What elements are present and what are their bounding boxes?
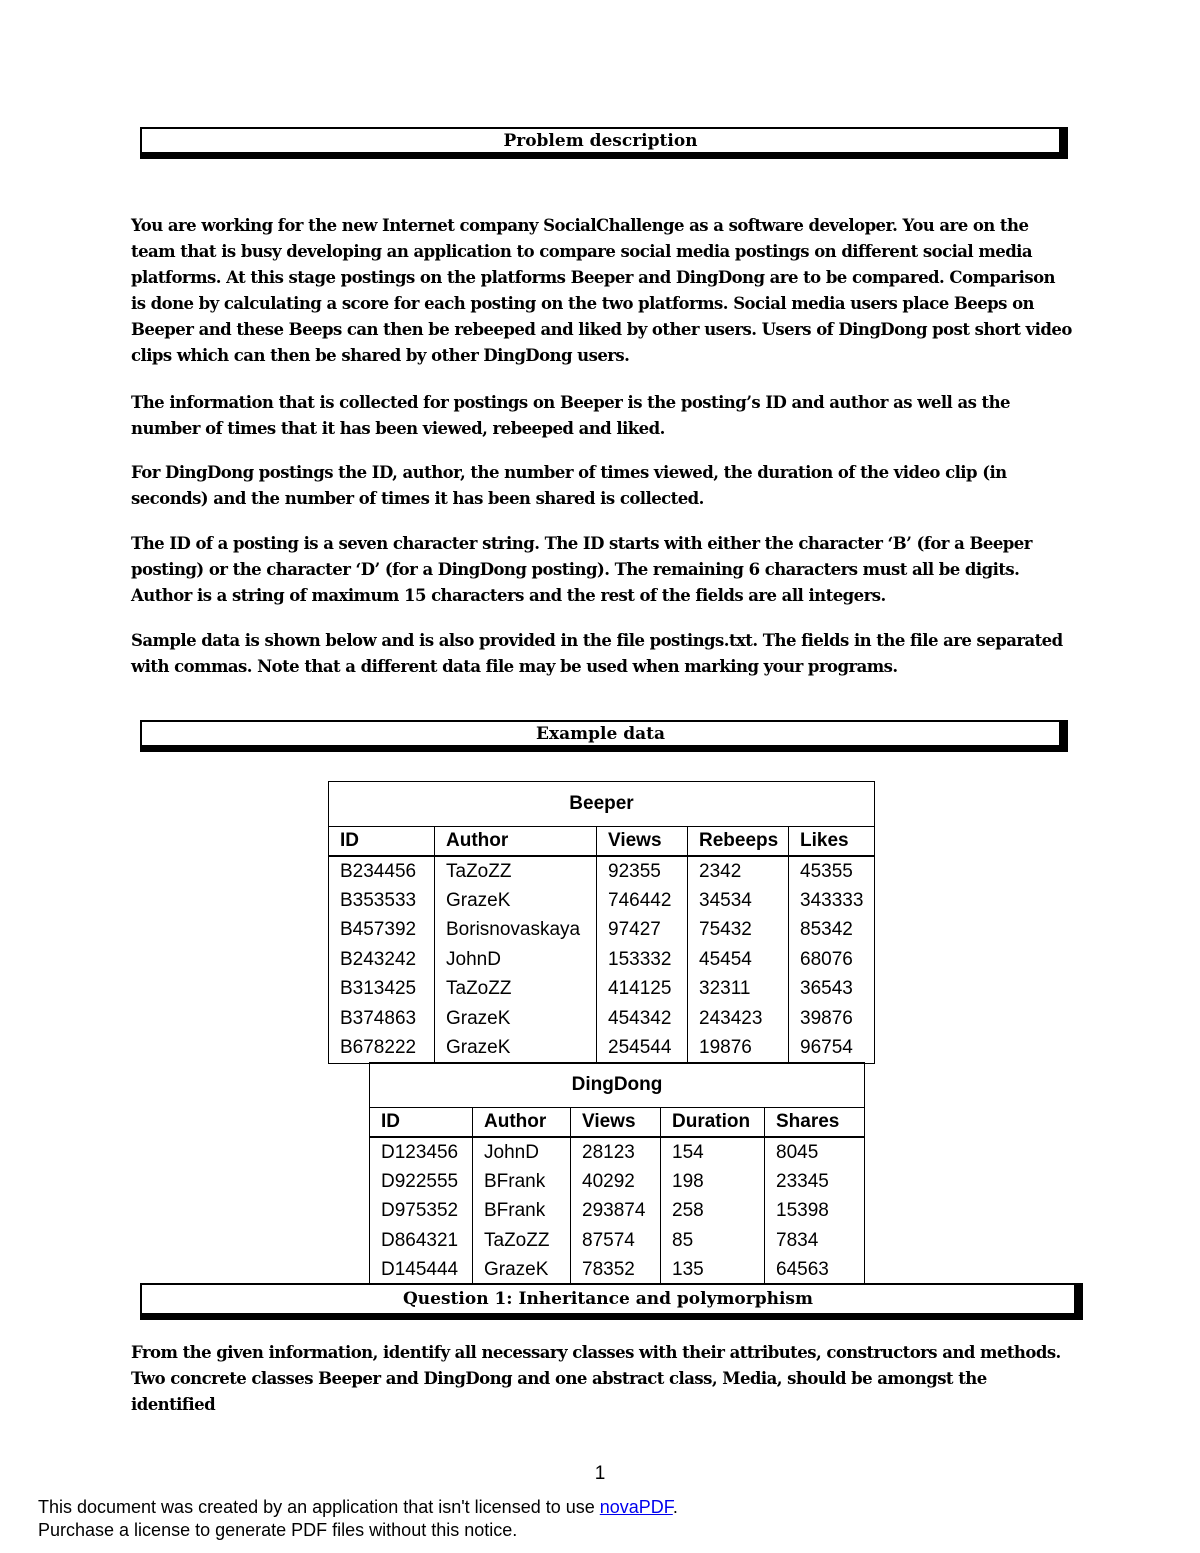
table-row bbox=[370, 1167, 865, 1196]
table-cell: 343333 bbox=[789, 886, 875, 915]
table-cell: GrazeK bbox=[435, 1004, 597, 1033]
column-header: Views bbox=[571, 1108, 661, 1138]
table-cell: 153332 bbox=[597, 945, 688, 974]
table-cell: 15398 bbox=[765, 1197, 865, 1226]
table-cell: 254544 bbox=[597, 1033, 688, 1063]
table-cell: 8045 bbox=[765, 1137, 865, 1167]
table-cell: TaZoZZ bbox=[435, 975, 597, 1004]
table-cell: GrazeK bbox=[473, 1256, 571, 1286]
paragraph-intro: You are working for the new Internet company SocialChallenge as a software developer. You are on the team that is busy developing an application to compare social media postings on different social media platforms. At this stage postings on the platforms Beeper and DingDong are to be compared. Comparison is done by calculating a score for each posting on the two platforms. Social media users place Beeps on Beeper and these Beeps can then be rebeeped and liked by other users. Users of DingDong post short video clips which can then be shared by other DingDong users. bbox=[131, 216, 1072, 365]
column-header: Author bbox=[435, 827, 597, 857]
table-cell: 34534 bbox=[688, 886, 789, 915]
table-cell: TaZoZZ bbox=[435, 856, 597, 886]
column-header: Duration bbox=[661, 1108, 765, 1138]
table-cell: B234456 bbox=[329, 856, 435, 886]
table-cell: JohnD bbox=[473, 1137, 571, 1167]
table-row bbox=[329, 1004, 875, 1033]
table-cell: 75432 bbox=[688, 916, 789, 945]
column-header: Shares bbox=[765, 1108, 865, 1138]
table-row bbox=[370, 1137, 865, 1167]
column-header: ID bbox=[370, 1108, 473, 1138]
table-row bbox=[370, 1256, 865, 1286]
table-cell: 243423 bbox=[688, 1004, 789, 1033]
table-cell: 414125 bbox=[597, 975, 688, 1004]
table-cell: 92355 bbox=[597, 856, 688, 886]
table-row bbox=[370, 1226, 865, 1255]
table-cell: D123456 bbox=[370, 1137, 473, 1167]
table-cell: GrazeK bbox=[435, 1033, 597, 1063]
section-title: Problem description bbox=[503, 130, 698, 151]
table-row bbox=[329, 886, 875, 915]
dingdong-table bbox=[369, 1062, 865, 1286]
table-cell: BFrank bbox=[473, 1197, 571, 1226]
table-row bbox=[329, 975, 875, 1004]
table-cell: Borisnovaskaya bbox=[435, 916, 597, 945]
table-cell: 39876 bbox=[789, 1004, 875, 1033]
table-row bbox=[370, 1197, 865, 1226]
section-header-example-data bbox=[140, 720, 1068, 752]
table-cell: B353533 bbox=[329, 886, 435, 915]
column-header: Views bbox=[597, 827, 688, 857]
footer-text-suffix: . bbox=[672, 1497, 678, 1517]
table-cell: D864321 bbox=[370, 1226, 473, 1255]
table-cell: D975352 bbox=[370, 1197, 473, 1226]
table-cell: 36543 bbox=[789, 975, 875, 1004]
column-header: ID bbox=[329, 827, 435, 857]
table-cell: 64563 bbox=[765, 1256, 865, 1286]
table-cell: 96754 bbox=[789, 1033, 875, 1063]
table-cell: 28123 bbox=[571, 1137, 661, 1167]
table-cell: B457392 bbox=[329, 916, 435, 945]
section-title: Example data bbox=[536, 723, 665, 744]
paragraph-sample-data: Sample data is shown below and is also provided in the file postings.txt. The fields in the file are separated with commas. Note that a different data file may be used when marking your programs. bbox=[131, 631, 1063, 676]
table-row bbox=[329, 945, 875, 974]
paragraph-beeper-info: The information that is collected for postings on Beeper is the posting’s ID and author as well as the number of times that it has been viewed, rebeeped and liked. bbox=[131, 393, 1010, 438]
table-cell: 23345 bbox=[765, 1167, 865, 1196]
section-title: Question 1: Inheritance and polymorphism bbox=[402, 1289, 813, 1309]
table-cell: BFrank bbox=[473, 1167, 571, 1196]
table-cell: B374863 bbox=[329, 1004, 435, 1033]
section-header-problem-description bbox=[140, 127, 1068, 159]
table-cell: 198 bbox=[661, 1167, 765, 1196]
table-cell: 19876 bbox=[688, 1033, 789, 1063]
table-cell: 746442 bbox=[597, 886, 688, 915]
table-cell: 7834 bbox=[765, 1226, 865, 1255]
table-cell: 135 bbox=[661, 1256, 765, 1286]
table-cell: 454342 bbox=[597, 1004, 688, 1033]
table-cell: 85 bbox=[661, 1226, 765, 1255]
page-number: 1 bbox=[594, 1463, 606, 1484]
table-cell: 85342 bbox=[789, 916, 875, 945]
table-cell: 78352 bbox=[571, 1256, 661, 1286]
table-cell: B313425 bbox=[329, 975, 435, 1004]
table-cell: 68076 bbox=[789, 945, 875, 974]
table-row bbox=[329, 916, 875, 945]
table-cell: 32311 bbox=[688, 975, 789, 1004]
novapdf-link[interactable]: novaPDF bbox=[599, 1497, 673, 1517]
table-cell: 40292 bbox=[571, 1167, 661, 1196]
table-row bbox=[329, 1033, 875, 1063]
table-cell: 45355 bbox=[789, 856, 875, 886]
table-cell: 293874 bbox=[571, 1197, 661, 1226]
section-header-question1 bbox=[140, 1283, 1083, 1320]
table-cell: 45454 bbox=[688, 945, 789, 974]
beeper-table bbox=[328, 781, 875, 1064]
column-header: Author bbox=[473, 1108, 571, 1138]
table-cell: 154 bbox=[661, 1137, 765, 1167]
footer-text: This document was created by an application that isn't licensed to use bbox=[38, 1497, 600, 1517]
table-cell: 87574 bbox=[571, 1226, 661, 1255]
table-row bbox=[329, 856, 875, 886]
footer-notice-line1 bbox=[38, 1497, 678, 1518]
table-cell: 97427 bbox=[597, 916, 688, 945]
footer-notice-line2: Purchase a license to generate PDF files without this notice. bbox=[38, 1520, 518, 1540]
column-header: Rebeeps bbox=[688, 827, 789, 857]
paragraph-question1: From the given information, identify all necessary classes with their attributes, constructors and methods. Two concrete classes Beeper and DingDong and one abstract class, Media, should be amongst the identified bbox=[131, 1343, 1061, 1414]
table-cell: D145444 bbox=[370, 1256, 473, 1286]
paragraph-dingdong-info: For DingDong postings the ID, author, the number of times viewed, the duration of the video clip (in seconds) and the number of times it has been shared is collected. bbox=[131, 463, 1007, 508]
table-cell: B678222 bbox=[329, 1033, 435, 1063]
table-caption: DingDong bbox=[370, 1063, 865, 1108]
table-cell: B243242 bbox=[329, 945, 435, 974]
table-cell: 2342 bbox=[688, 856, 789, 886]
column-header: Likes bbox=[789, 827, 875, 857]
paragraph-id-format: The ID of a posting is a seven character string. The ID starts with either the character ‘B’ (for a Beeper posting) or the character ‘D’ (for a DingDong posting). The remaining 6 characters must all be digits. Author is a string of maximum 15 characters and the rest of the fields are all integers. bbox=[131, 534, 1032, 605]
table-cell: JohnD bbox=[435, 945, 597, 974]
table-cell: GrazeK bbox=[435, 886, 597, 915]
table-cell: D922555 bbox=[370, 1167, 473, 1196]
table-caption: Beeper bbox=[329, 782, 875, 827]
table-cell: 258 bbox=[661, 1197, 765, 1226]
table-cell: TaZoZZ bbox=[473, 1226, 571, 1255]
